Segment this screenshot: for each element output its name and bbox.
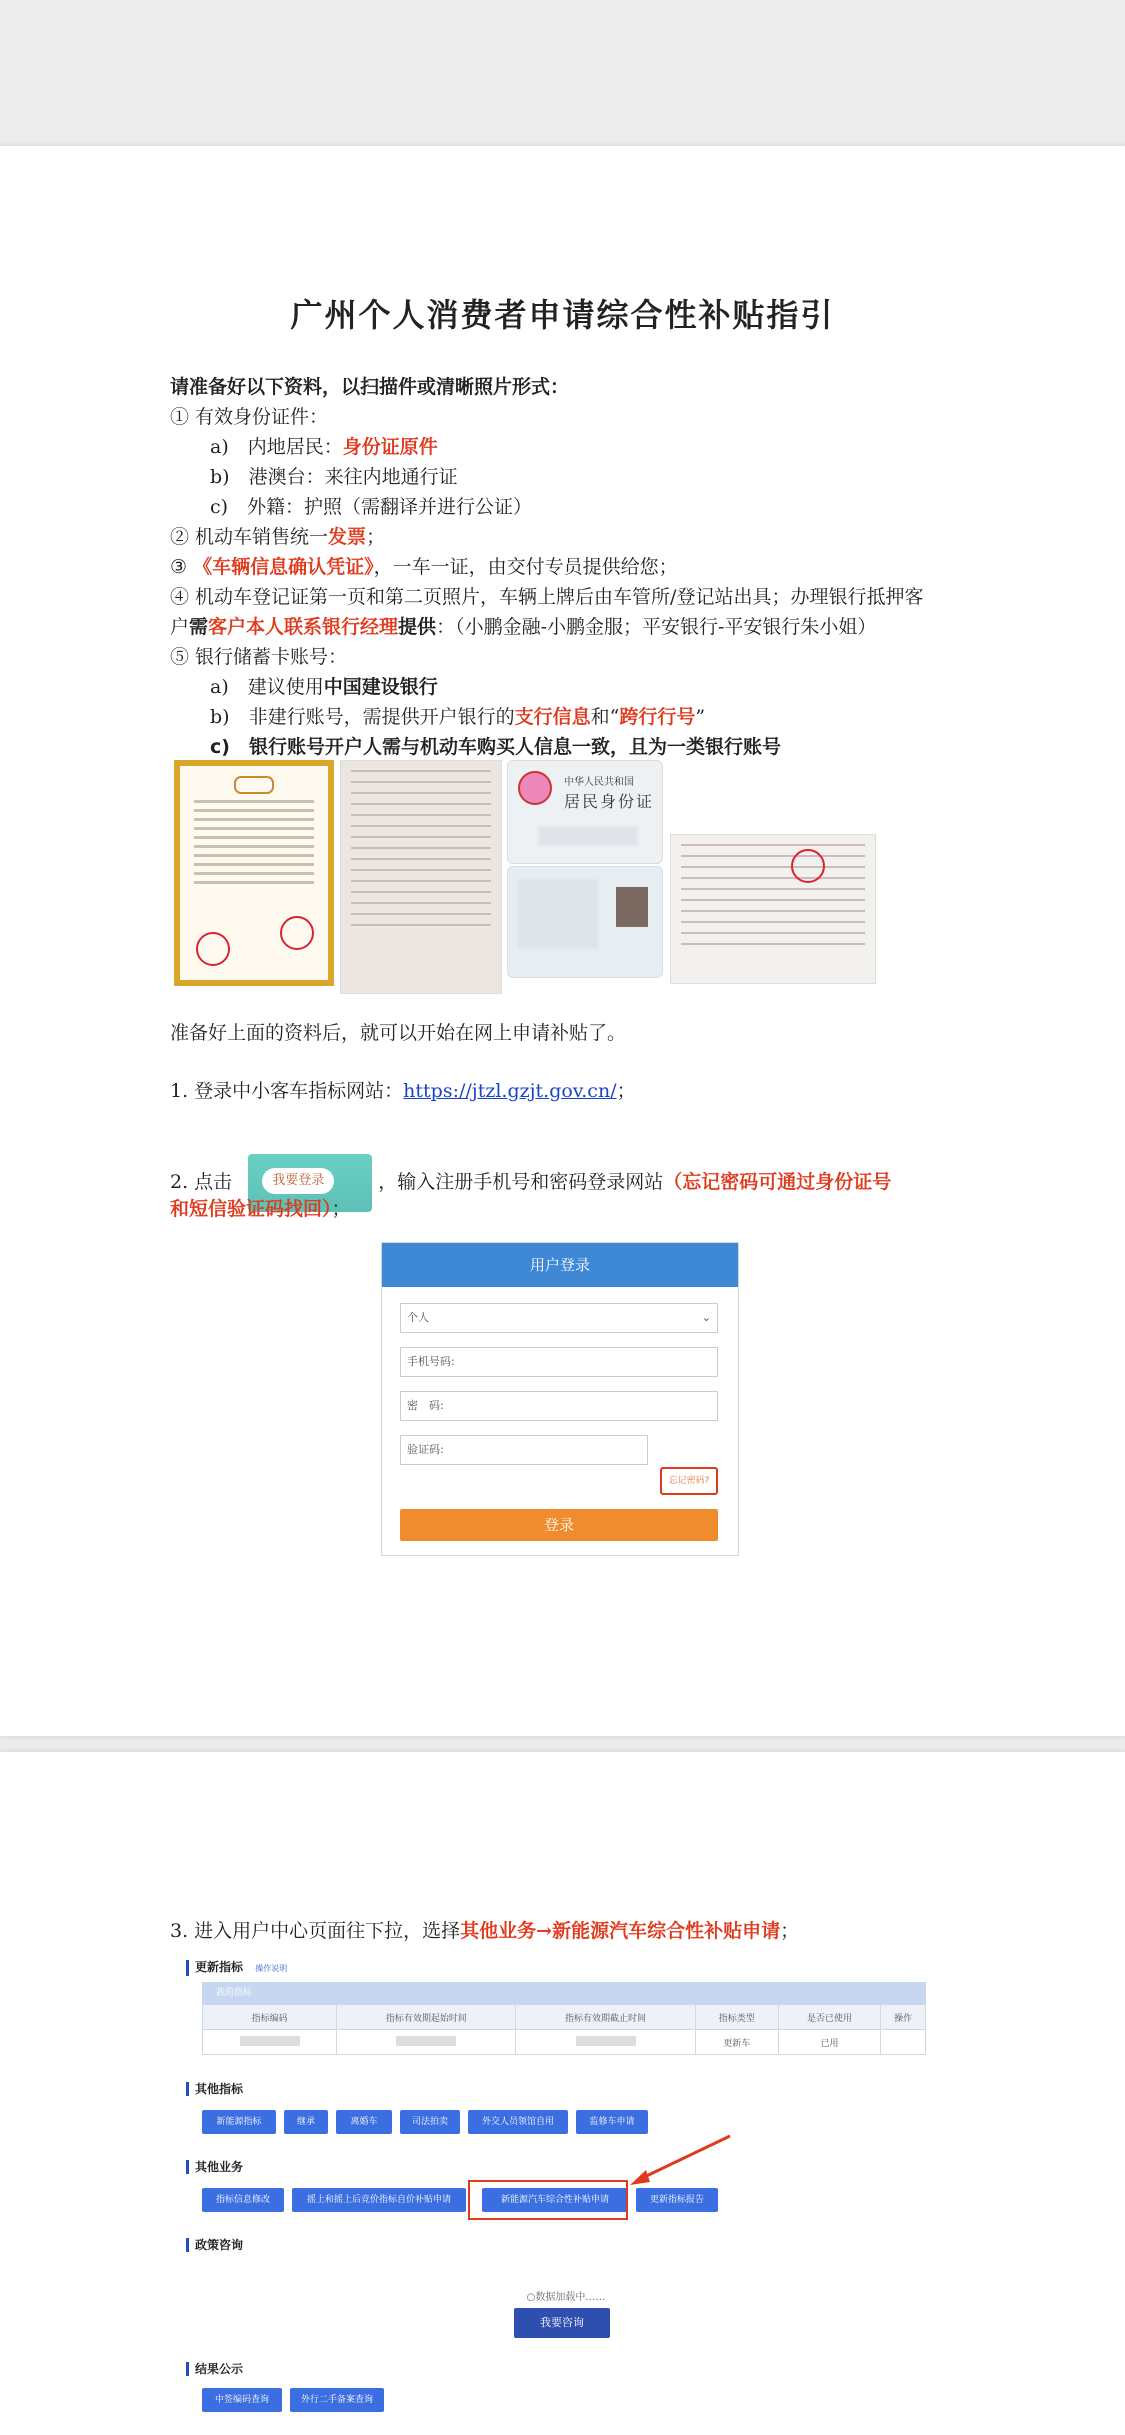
jtzl-site-link[interactable]: https://jtzl.gzjt.gov.cn/ xyxy=(403,1080,617,1102)
captcha-field[interactable]: 验证码: xyxy=(400,1435,648,1465)
section-policy: 政策咨询 xyxy=(186,2238,243,2252)
document-page-1 xyxy=(0,146,1125,1736)
ne-subsidy-apply-button[interactable]: 新能源汽车综合性补贴申请 xyxy=(482,2188,628,2212)
login-header: 用户登录 xyxy=(382,1243,738,1287)
red-arrow-icon xyxy=(626,2132,736,2192)
section-update-index: 更新指标 操作说明 xyxy=(186,1960,287,1976)
step-1: 1. 登录中小客车指标网站：https://jtzl.gzjt.gov.cn/； xyxy=(170,1080,636,1102)
judicial-auction-button[interactable]: 司法拍卖 xyxy=(400,2110,460,2134)
intro-text: 请准备好以下资料，以扫描件或清晰照片形式： xyxy=(170,376,570,398)
login-submit-button[interactable]: 登录 xyxy=(400,1509,718,1541)
item-4-line1: ④ 机动车登记证第一页和第二页照片，车辆上牌后由车管所/登记站出具；办理银行抵押客 xyxy=(170,586,924,608)
invoice-certificate-photo xyxy=(174,760,334,986)
step-2-line2: 和短信验证码找回）； xyxy=(170,1198,351,1220)
repair-car-button[interactable]: 监修车申请 xyxy=(576,2110,648,2134)
item-2: ② 机动车销售统一发票； xyxy=(170,526,386,548)
step-2-line1: 2. 点击 我要登录 ，输入注册手机号和密码登录网站（忘记密码可通过身份证号 xyxy=(170,1154,891,1212)
update-index-report-button[interactable]: 更新指标报告 xyxy=(636,2188,718,2212)
document-page-2 xyxy=(0,1752,1125,2435)
item-3: ③ 《车辆信息确认凭证》，一车一证，由交付专员提供给您； xyxy=(170,556,678,578)
divorce-car-button[interactable]: 离婚车 xyxy=(336,2110,392,2134)
id-card-front-photo xyxy=(507,760,663,864)
login-form xyxy=(381,1242,739,1556)
ne-index-button[interactable]: 新能源指标 xyxy=(202,2110,276,2134)
item-5b: b) 非建行账号，需提供开户银行的支行信息和“跨行行号” xyxy=(210,706,706,728)
step-3: 3. 进入用户中心页面往下拉，选择其他业务→新能源汽车综合性补贴申请； xyxy=(170,1920,800,1942)
my-index-bar xyxy=(202,1982,926,2004)
my-index-label: 我的指标 xyxy=(216,1988,253,1998)
chevron-down-icon: ⌄ xyxy=(701,1311,711,1324)
item-5a: a) 建议使用中国建设银行 xyxy=(210,676,438,698)
lottery-code-query-button[interactable]: 中签编码查询 xyxy=(202,2388,282,2412)
diplomat-button[interactable]: 外交人员领馆自用 xyxy=(468,2110,568,2134)
item-1a: a) 内地居民：身份证原件 xyxy=(210,436,438,458)
user-type-select[interactable]: 个人 ⌄ xyxy=(400,1303,718,1333)
id-card-title-1: 中华人民共和国 xyxy=(564,777,634,788)
table-header: 指标有效期截止时间 xyxy=(516,2005,695,2030)
inherit-button[interactable]: 继承 xyxy=(284,2110,328,2134)
consult-button[interactable]: 我要咨询 xyxy=(514,2308,610,2338)
highlight-box xyxy=(468,2180,628,2220)
table-header: 是否已使用 xyxy=(778,2005,880,2030)
section-other-business: 其他业务 xyxy=(186,2160,243,2174)
section-other-index: 其他指标 xyxy=(186,2082,243,2096)
table-header: 操作 xyxy=(881,2005,926,2030)
document-title: 广州个人消费者申请综合性补贴指引 xyxy=(290,296,835,334)
item-1b: b) 港澳台：来往内地通行证 xyxy=(210,466,458,488)
second-hand-query-button[interactable]: 外行二手备案查询 xyxy=(290,2388,384,2412)
table-header: 指标类型 xyxy=(695,2005,778,2030)
item-5c: c) 银行账号开户人需与机动车购买人信息一致，且为一类银行账号 xyxy=(210,736,781,758)
registration-certificate-photo xyxy=(340,760,502,994)
item-5: ⑤ 银行储蓄卡账号： xyxy=(170,646,348,668)
index-table xyxy=(202,2004,926,2055)
vehicle-confirmation-photo xyxy=(670,834,876,984)
forgot-password-link[interactable]: 忘记密码? xyxy=(660,1467,718,1495)
table-row: 更新车 已用 xyxy=(203,2030,926,2055)
id-card-title-2: 居民身份证 xyxy=(564,792,655,811)
table-header: 指标有效期起始时间 xyxy=(337,2005,516,2030)
index-info-edit-button[interactable]: 指标信息修改 xyxy=(202,2188,284,2212)
user-center-screenshot xyxy=(186,1952,946,2435)
subsidy-bid-button[interactable]: 摇上和摇上后竞价指标自价补贴申请 xyxy=(292,2188,466,2212)
my-login-button-label: 我要登录 xyxy=(262,1168,334,1194)
phone-field[interactable]: 手机号码: xyxy=(400,1347,718,1377)
loading-text: ○数据加载中…… xyxy=(526,2292,606,2303)
password-field[interactable]: 密 码: xyxy=(400,1391,718,1421)
section-result: 结果公示 xyxy=(186,2362,243,2376)
operation-guide-link[interactable]: 操作说明 xyxy=(255,1964,288,1973)
item-1c: c) 外籍：护照（需翻译并进行公证） xyxy=(210,496,533,518)
item-1: ① 有效身份证件： xyxy=(170,406,329,428)
table-header: 指标编码 xyxy=(203,2005,337,2030)
item-4-line2: 户需客户本人联系银行经理提供：（小鹏金融-小鹏金服；平安银行-平安银行朱小姐） xyxy=(170,616,877,638)
ready-text: 准备好上面的资料后，就可以开始在网上申请补贴了。 xyxy=(170,1022,627,1044)
id-card-back-photo xyxy=(507,866,663,978)
